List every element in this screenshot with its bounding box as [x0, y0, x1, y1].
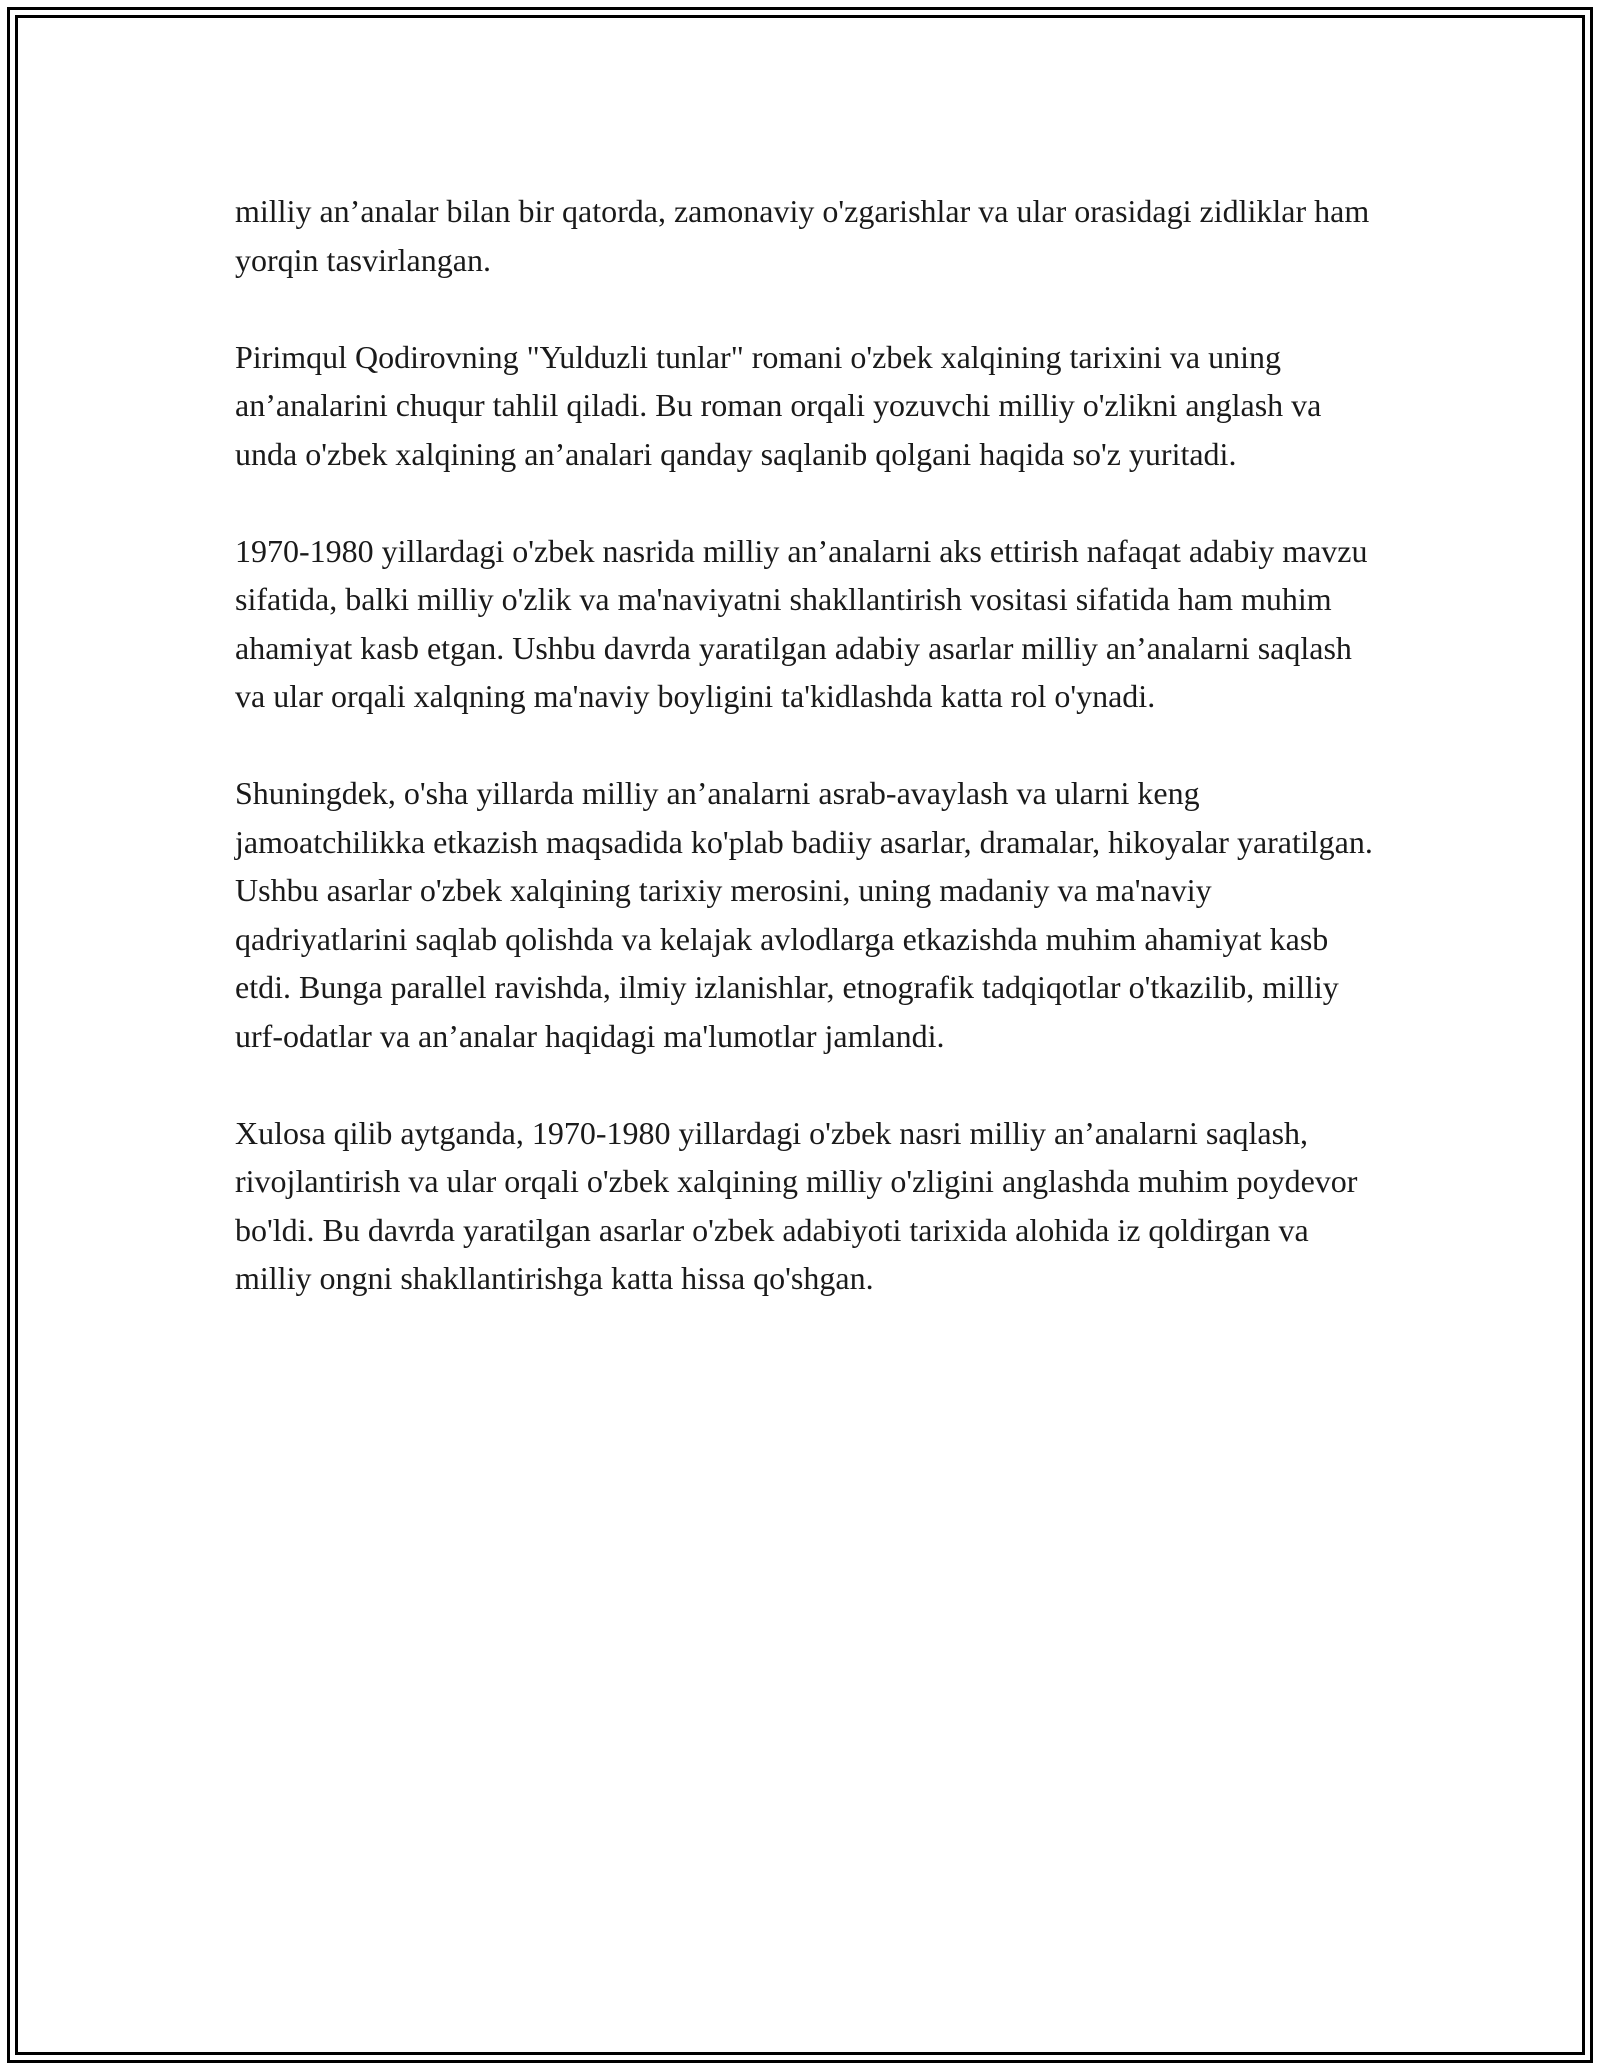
- document-body: [235, 187, 1375, 1351]
- paragraph-1: milliy an’analar bilan bir qatorda, zamonaviy o'zgarishlar va ular orasidagi zidliklar ham yorqin tasvirlangan.: [235, 193, 1370, 278]
- paragraph-5: Xulosa qilib aytganda, 1970-1980 yillardagi o'zbek nasri milliy an’analarni saqlash, rivojlantirish va ular orqali o'zbek xalqining milliy o'zligini anglashda muhim poydevor bo'ldi. Bu davrda yaratilgan asarlar o'zbek adabiyoti tarixida alohida iz qoldirgan va milliy ongni shakllantirishga katta hissa qo'shgan.: [235, 1114, 1358, 1296]
- paragraph-2: Pirimqul Qodirovning "Yulduzli tunlar" romani o'zbek xalqining tarixini va uning an’analarini chuqur tahlil qiladi. Bu roman orqali yozuvchi milliy o'zlikni anglash va unda o'zbek xalqining an’analari qanday saqlanib qolgani haqida so'z yuritadi.: [235, 338, 1322, 472]
- paragraph-3: 1970-1980 yillardagi o'zbek nasrida milliy an’analarni aks ettirish nafaqat adabiy mavzu sifatida, balki milliy o'zlik va ma'naviyatni shakllantirish vositasi sifatida ham muhim ahamiyat kasb etgan. Ushbu davrda yaratilgan adabiy asarlar milliy an’analarni saqlash va ular orqali xalqning ma'naviy boyligini ta'kidlashda katta rol o'ynadi.: [235, 532, 1368, 714]
- paragraph-4: Shuningdek, o'sha yillarda milliy an’analarni asrab-avaylash va ularni keng jamoatchilikka etkazish maqsadida ko'plab badiiy asarlar, dramalar, hikoyalar yaratilgan. Ushbu asarlar o'zbek xalqining tarixiy merosini, uning madaniy va ma'naviy qadriyatlarini saqlab qolishda va kelajak avlodlarga etkazishda muhim ahamiyat kasb etdi. Bunga parallel ravishda, ilmiy izlanishlar, etnografik tadqiqotlar o'tkazilib, milliy urf-odatlar va an’analar haqidagi ma'lumotlar jamlandi.: [235, 775, 1373, 1054]
